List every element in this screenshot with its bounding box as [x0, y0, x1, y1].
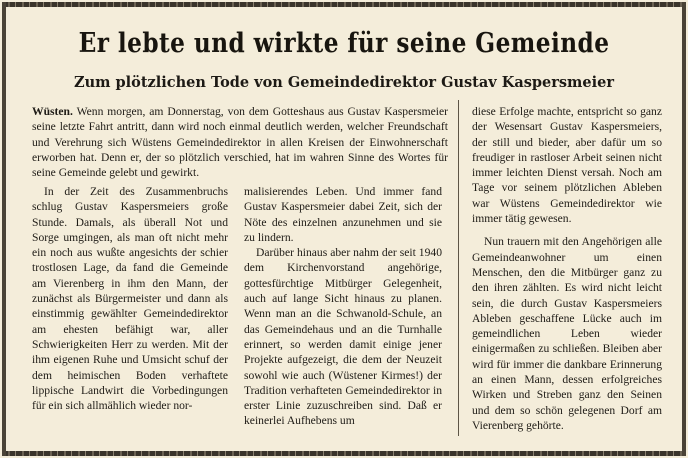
col3-paragraph-1: diese Erfolge machte, entspricht so ganz der Wesensart Gustav Kaspersmeiers, der still und bieder, aber dafür um so freudiger in rastloser Arbeit seinen nicht immer leichten Dienst versah. Noch am Tage vor seinem plötzlichen Ableben war Wüstens Gemeindedirektor wie immer tätig gewesen.	[472, 105, 662, 226]
headline: Er lebte und wirkte für seine Gemeinde	[78, 28, 610, 59]
bottom-border-rule	[2, 451, 686, 456]
lead-paragraph	[32, 104, 448, 180]
right-border-rule	[682, 2, 686, 456]
lead-place: Wüsten.	[32, 105, 73, 118]
col2-paragraph-2: Darüber hinaus aber nahm der seit 1940 dem Kirchenvorstand angehörige, gottesfürchtige Mitbürger Gelegenheit, auch auf lange Sicht hinaus zu planen. Wenn man an die Schwanold-Schule, an das Gemeindehaus und an die Turnhalle erinnert, so werden damit einige jener Projekte aufgezeigt, die dem der Neuzeit sowohl wie auch (Wüstener Kirmes!) der Tradition verhafteten Gemeindedirektor in erster Linie zuzuschreiben sind. Daß er keinerlei Aufhebens um	[244, 246, 442, 428]
column-1	[32, 184, 228, 413]
column-3	[472, 104, 662, 433]
top-border-rule	[2, 2, 686, 7]
column-divider	[458, 100, 459, 436]
column-2	[244, 184, 442, 429]
col3-paragraph-2: Nun trauern mit den Angehörigen alle Gemeindeanwohner um einen Menschen, den die Mitbürger ganz zu den ihren zählten. Es wird nicht leicht sein, die durch Gustav Kaspersmeiers Ableben geschaffene Lücke auch im gemeindlichen Leben wieder einigermaßen zu schließen. Bleiben aber wird für immer die dankbare Erinnerung an einen Mann, dessen erfolgreiches Wirken und Streben ganz den Seinen und dem so schön gelegenen Dorf am Vierenberg gehörte.	[472, 235, 662, 432]
subheadline: Zum plötzlichen Tode von Gemeindedirektor Gustav Kaspersmeier	[74, 74, 614, 91]
left-border-rule	[2, 2, 6, 456]
col2-paragraph-1: malisierendes Leben. Und immer fand Gustav Kaspersmeier dabei Zeit, sich der Nöte des einzelnen anzunehmen und sie zu lindern.	[244, 185, 442, 244]
col1-paragraph: In der Zeit des Zusammenbruchs schlug Gustav Kaspersmeiers große Stunde. Damals, als überall Not und Sorge umgingen, als man oft nicht mehr ein noch aus wußte angesichts der schier trostlosen Lage, da fand die Gemeinde am Vierenberg in ihm den Mann, der zunächst als Bürgermeister und dann als einstimmig gewählter Gemeindedirektor am ehesten befähigt war, aller Schwierigkeiten Herr zu werden. Mit der ihm eigenen Ruhe und Umsicht schuf der dem heimischen Boden verhaftete lippische Landwirt die Vorbedingungen für ein sich allmählich wieder nor-	[32, 185, 228, 413]
lead-text: Wenn morgen, am Donnerstag, von dem Gotteshaus aus Gustav Kaspersmeier seine letzte Fahrt antritt, dann wird noch einmal deutlich werden, welcher Freundschaft und Verehrung sich Wüstens Gemeindedirektor in allen Kreisen der Einwohnerschaft erworben hat. Denn er, der so plötzlich verschied, hat im wahren Sinne des Wortes für seine Gemeinde gelebt und gewirkt.	[32, 105, 448, 180]
